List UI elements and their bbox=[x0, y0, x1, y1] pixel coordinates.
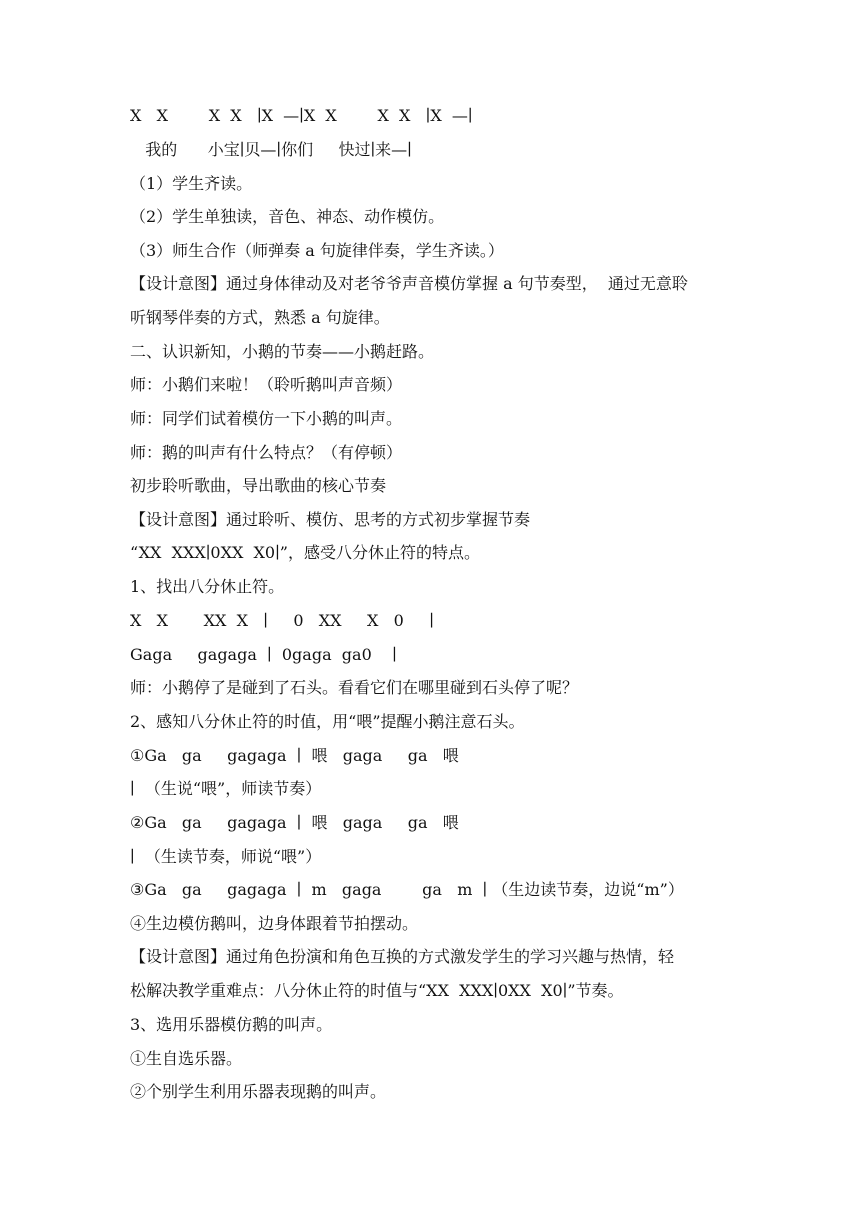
text-line: （1）学生齐读。 bbox=[130, 174, 253, 193]
text-line: 师：小鹅停了是碰到了石头。看看它们在哪里碰到石头停了呢？ bbox=[130, 678, 579, 697]
design-intent-line: 【设计意图】通过聆听、模仿、思考的方式初步掌握节奏 bbox=[130, 510, 531, 529]
rhythm-notation-line: X X XX X ∣ 0 XX X 0 ∣ bbox=[130, 611, 434, 630]
rhythm-syllable-line: ②Ga ga gagaga ∣ 喂 gaga ga 喂 bbox=[130, 813, 459, 832]
rhythm-notation-line: X X X X ∣X —∣X X X X ∣X —∣ bbox=[130, 106, 473, 125]
text-line: （3）师生合作（师弹奏 a 句旋律伴奏，学生齐读。） bbox=[130, 241, 504, 260]
rhythm-syllable-line: ③Ga ga gagaga ∣ m gaga ga m ∣ （生边读节奏，边说“m”） bbox=[130, 880, 684, 899]
text-line: 师：小鹅们来啦！（聆听鹅叫声音频） bbox=[130, 375, 403, 394]
design-intent-line: 【设计意图】通过身体律动及对老爷爷声音模仿掌握 a 句节奏型， 通过无意聆 bbox=[130, 274, 688, 293]
text-line: 1、找出八分休止符。 bbox=[130, 577, 285, 596]
text-line: （2）学生单独读，音色、神态、动作模仿。 bbox=[130, 207, 445, 226]
section-heading: 二、认识新知，小鹅的节奏——小鹅赶路。 bbox=[130, 342, 435, 361]
design-intent-line: 【设计意图】通过角色扮演和角色互换的方式激发学生的学习兴趣与热情，轻 bbox=[130, 947, 675, 966]
text-line: “XX XXX∣0XX X0∣”，感受八分休止符的特点。 bbox=[130, 543, 480, 562]
text-line: 师：同学们试着模仿一下小鹅的叫声。 bbox=[130, 409, 403, 428]
text-line: 初步聆听歌曲，导出歌曲的核心节奏 bbox=[130, 476, 387, 495]
text-line: 听钢琴伴奏的方式，熟悉 a 句旋律。 bbox=[130, 308, 390, 327]
lyrics-line: 我的 小宝∣贝—∣你们 快过∣来—∣ bbox=[130, 140, 412, 159]
text-line: ∣ （生说“喂”，师读节奏） bbox=[130, 779, 322, 798]
rhythm-syllable-line: ①Ga ga gagaga ∣ 喂 gaga ga 喂 bbox=[130, 746, 459, 765]
text-line: ②个别学生利用乐器表现鹅的叫声。 bbox=[130, 1082, 387, 1101]
text-line: 松解决教学重难点：八分休止符的时值与“XX XXX∣0XX X0∣”节奏。 bbox=[130, 981, 624, 1000]
text-line: ④生边模仿鹅叫，边身体跟着节拍摆动。 bbox=[130, 914, 419, 933]
text-line: ∣ （生读节奏，师说“喂”） bbox=[130, 847, 322, 866]
text-line: 师：鹅的叫声有什么特点？（有停顿） bbox=[130, 443, 403, 462]
text-line: ①生自选乐器。 bbox=[130, 1049, 243, 1068]
rhythm-syllable-line: Gaga gagaga ∣ 0gaga ga0 ∣ bbox=[130, 645, 397, 664]
text-line: 3、选用乐器模仿鹅的叫声。 bbox=[130, 1015, 333, 1034]
text-line: 2、感知八分休止符的时值，用“喂”提醒小鹅注意石头。 bbox=[130, 712, 525, 731]
